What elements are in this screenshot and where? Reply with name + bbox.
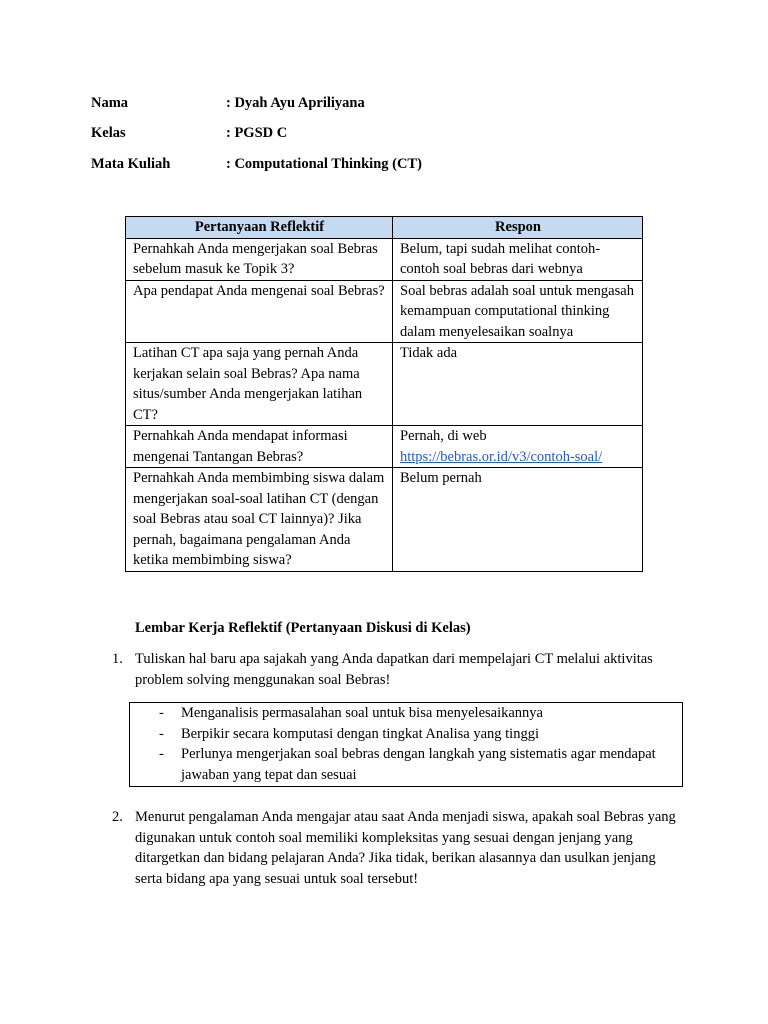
response-cell <box>393 426 643 468</box>
question-cell: Latihan CT apa saja yang pernah Anda kerjakan selain soal Bebras? Apa nama situs/sumber Anda mengerjakan latihan CT? <box>126 343 393 426</box>
bullet-dash: - <box>159 705 164 721</box>
question-cell: Pernahkah Anda mengerjakan soal Bebras sebelum masuk ke Topik 3? <box>126 238 393 280</box>
list-item <box>130 724 682 745</box>
question-cell: Apa pendapat Anda mengenai soal Bebras? <box>126 280 393 343</box>
table-row <box>126 238 643 280</box>
table-row <box>126 468 643 572</box>
info-value: : PGSD C <box>226 125 288 141</box>
list-item-text: Berpikir secara komputasi dengan tingkat Analisa yang tinggi <box>181 725 539 742</box>
info-value: : Dyah Ayu Apriliyana <box>226 95 365 111</box>
info-label: Mata Kuliah <box>91 156 171 172</box>
question-number: 2. <box>112 809 123 825</box>
response-cell: Belum pernah <box>393 468 643 572</box>
question-number: 1. <box>112 651 123 667</box>
reflection-table <box>125 216 643 572</box>
column-header-response: Respon <box>393 217 643 239</box>
column-header-question: Pertanyaan Reflektif <box>126 217 393 239</box>
table-row <box>126 426 643 468</box>
list-item-text: Menganalisis permasalahan soal untuk bisa menyelesaikannya <box>181 705 543 721</box>
question-cell: Pernahkah Anda membimbing siswa dalam mengerjakan soal-soal latihan CT (dengan soal Bebras atau soal CT lainnya)? Jika pernah, bagaimana pengalaman Anda ketika membimbing siswa? <box>126 468 393 572</box>
table-row <box>126 280 643 343</box>
table-row <box>126 343 643 426</box>
list-item-text: Perlunya mengerjakan soal bebras dengan langkah yang sistematis agar mendapat jawaban yang tepat dan sesuai <box>181 746 656 783</box>
bullet-dash: - <box>159 746 164 762</box>
list-item <box>130 703 682 724</box>
bebras-link[interactable]: https://bebras.or.id/v3/contoh-soal/ <box>400 448 603 465</box>
answer-list <box>130 703 682 785</box>
response-cell: Soal bebras adalah soal untuk mengasah kemampuan computational thinking dalam menyelesaikan soalnya <box>393 280 643 343</box>
question-text: Menurut pengalaman Anda mengajar atau saat Anda menjadi siswa, apakah soal Bebras yang digunakan untuk contoh soal memiliki kompleksitas yang sesuai dengan jenjang yang ditargetkan dan bidang pelajaran Anda? Jika tidak, berikan alasannya dan usulkan jenjang serta bidang apa yang sesuai untuk soal tersebut! <box>135 809 676 887</box>
response-text: Pernah, di web <box>400 428 487 444</box>
info-value: : Computational Thinking (CT) <box>226 156 422 172</box>
question-cell: Pernahkah Anda mendapat informasi mengenai Tantangan Bebras? <box>126 426 393 468</box>
response-cell: Belum, tapi sudah melihat contoh-contoh soal bebras dari webnya <box>393 238 643 280</box>
question-text: Tuliskan hal baru apa sajakah yang Anda dapatkan dari mempelajari CT melalui aktivitas problem solving menggunakan soal Bebras! <box>135 651 653 688</box>
list-item <box>130 744 682 785</box>
response-cell: Tidak ada <box>393 343 643 426</box>
info-label: Kelas <box>91 125 126 141</box>
table-header-row <box>126 217 643 239</box>
answer-box <box>129 702 683 787</box>
info-label: Nama <box>91 95 129 111</box>
section-title: Lembar Kerja Reflektif (Pertanyaan Diskusi di Kelas) <box>135 620 471 636</box>
bullet-dash: - <box>159 725 164 742</box>
